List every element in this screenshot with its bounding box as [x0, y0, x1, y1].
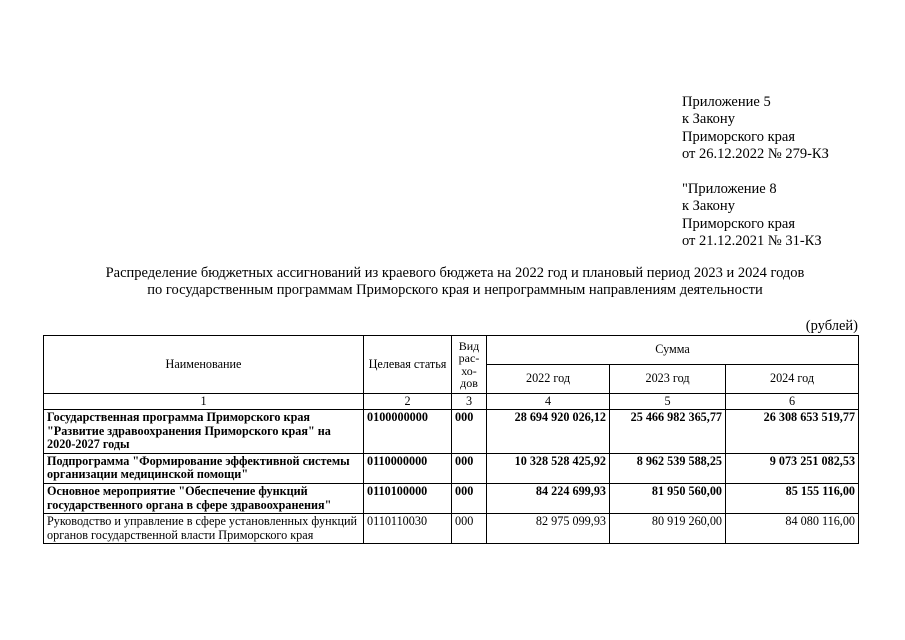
- column-number: 1: [44, 394, 364, 410]
- row-amount-2023: 8 962 539 588,25: [610, 453, 726, 483]
- units-label: (рублей): [805, 318, 858, 334]
- column-number: 4: [487, 394, 610, 410]
- appendix-line: к Закону: [682, 198, 735, 215]
- column-number: 5: [610, 394, 726, 410]
- appendix-current: [682, 94, 829, 163]
- header-year-2024: 2024 год: [726, 365, 859, 394]
- title-line-1: Распределение бюджетных ассигнований из краевого бюджета на 2022 год и плановый период 2023 и 2024 годов: [105, 265, 805, 281]
- header-target: Целевая статья: [364, 336, 452, 394]
- row-amount-2022: 84 224 699,93: [487, 483, 610, 513]
- row-code: 0100000000: [364, 410, 452, 454]
- document-title: [40, 265, 870, 299]
- appendix-line: Приморского края: [682, 128, 796, 145]
- appendix-original: [682, 181, 822, 250]
- row-code: 0110000000: [364, 453, 452, 483]
- header-sum: Сумма: [487, 336, 859, 365]
- row-amount-2022: 82 975 099,93: [487, 514, 610, 544]
- row-kind: 000: [452, 483, 487, 513]
- appendix-line: Приложение 5: [682, 94, 771, 110]
- column-number: 3: [452, 394, 487, 410]
- row-kind: 000: [452, 514, 487, 544]
- row-kind: 000: [452, 453, 487, 483]
- row-name: Государственная программа Приморского края "Развитие здравоохранения Приморского края" на 2020-2027 годы: [44, 410, 364, 454]
- row-name: Руководство и управление в сфере установленных функций органов государственной власти Приморского края: [44, 514, 364, 544]
- row-amount-2023: 25 466 982 365,77: [610, 410, 726, 454]
- header-year-2022: 2022 год: [487, 365, 610, 394]
- table-row: [44, 514, 859, 544]
- header-name: Наименование: [44, 336, 364, 394]
- appendix-line: Приморского края: [682, 215, 796, 232]
- row-amount-2024: 85 155 116,00: [726, 483, 859, 513]
- row-amount-2024: 84 080 116,00: [726, 514, 859, 544]
- row-amount-2024: 26 308 653 519,77: [726, 410, 859, 454]
- appendix-line: от 26.12.2022 № 279-КЗ: [682, 145, 829, 162]
- table-row: [44, 483, 859, 513]
- column-number: 2: [364, 394, 452, 410]
- row-amount-2024: 9 073 251 082,53: [726, 453, 859, 483]
- row-amount-2022: 28 694 920 026,12: [487, 410, 610, 454]
- column-number-row: [44, 394, 859, 410]
- title-line-2: по государственным программам Приморского края и непрограммным направлениям деятельности: [147, 282, 763, 298]
- appendix-line: "Приложение 8: [682, 181, 777, 197]
- appendix-line: от 21.12.2021 № 31-КЗ: [682, 232, 822, 249]
- appendix-line: к Закону: [682, 111, 735, 128]
- row-code: 0110100000: [364, 483, 452, 513]
- row-amount-2022: 10 328 528 425,92: [487, 453, 610, 483]
- row-name: Подпрограмма "Формирование эффективной системы организации медицинской помощи": [44, 453, 364, 483]
- table-row: [44, 410, 859, 454]
- row-name: Основное мероприятие "Обеспечение функций государственного органа в сфере здравоохранения": [44, 483, 364, 513]
- row-amount-2023: 81 950 560,00: [610, 483, 726, 513]
- table-row: [44, 453, 859, 483]
- budget-table: [43, 335, 859, 544]
- row-code: 0110110030: [364, 514, 452, 544]
- header-kind: Вид рас-хо-дов: [452, 336, 487, 394]
- column-number: 6: [726, 394, 859, 410]
- row-kind: 000: [452, 410, 487, 454]
- header-year-2023: 2023 год: [610, 365, 726, 394]
- row-amount-2023: 80 919 260,00: [610, 514, 726, 544]
